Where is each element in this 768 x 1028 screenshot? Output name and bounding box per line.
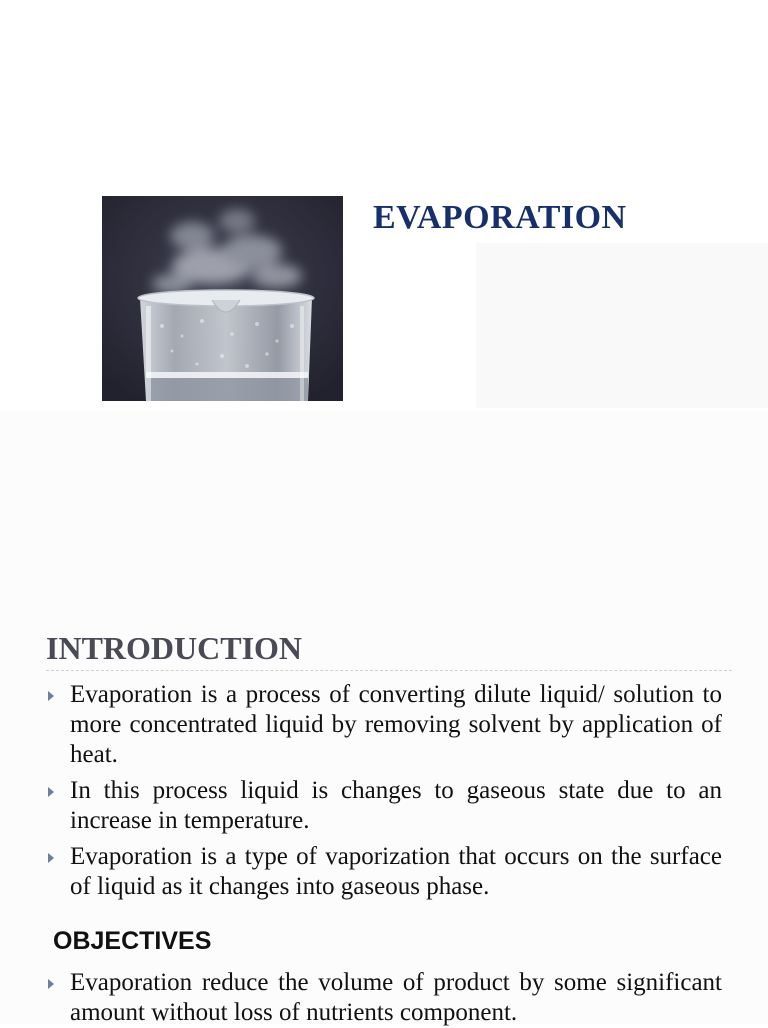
triangle-right-icon xyxy=(48,979,54,989)
heading-divider xyxy=(46,670,732,671)
list-item xyxy=(46,968,722,1028)
list-item xyxy=(46,776,722,836)
triangle-right-icon xyxy=(48,787,54,797)
bullet-text: Evaporation reduce the volume of product by some significant amount without loss of nutrients component. xyxy=(70,969,722,1026)
objectives-bullet-list xyxy=(46,968,722,1028)
objectives-heading: OBJECTIVES xyxy=(53,927,212,955)
bullet-text: In this process liquid is changes to gaseous state due to an increase in temperature. xyxy=(70,777,722,834)
bullet-text: Evaporation is a type of vaporization that occurs on the surface of liquid as it changes into gaseous phase. xyxy=(70,843,722,900)
list-item xyxy=(46,680,722,770)
slide-1 xyxy=(0,0,768,410)
slide-title: EVAPORATION xyxy=(373,199,627,236)
slide-2 xyxy=(0,410,768,1024)
slide-1-panel xyxy=(476,243,768,408)
triangle-right-icon xyxy=(48,691,54,701)
beaker-steam-photo xyxy=(102,196,343,401)
triangle-right-icon xyxy=(48,853,54,863)
bullet-text: Evaporation is a process of converting dilute liquid/ solution to more concentrated liquid by removing solvent by application of heat. xyxy=(70,681,722,768)
introduction-bullet-list xyxy=(46,680,722,908)
introduction-heading: INTRODUCTION xyxy=(46,630,303,666)
list-item xyxy=(46,842,722,902)
